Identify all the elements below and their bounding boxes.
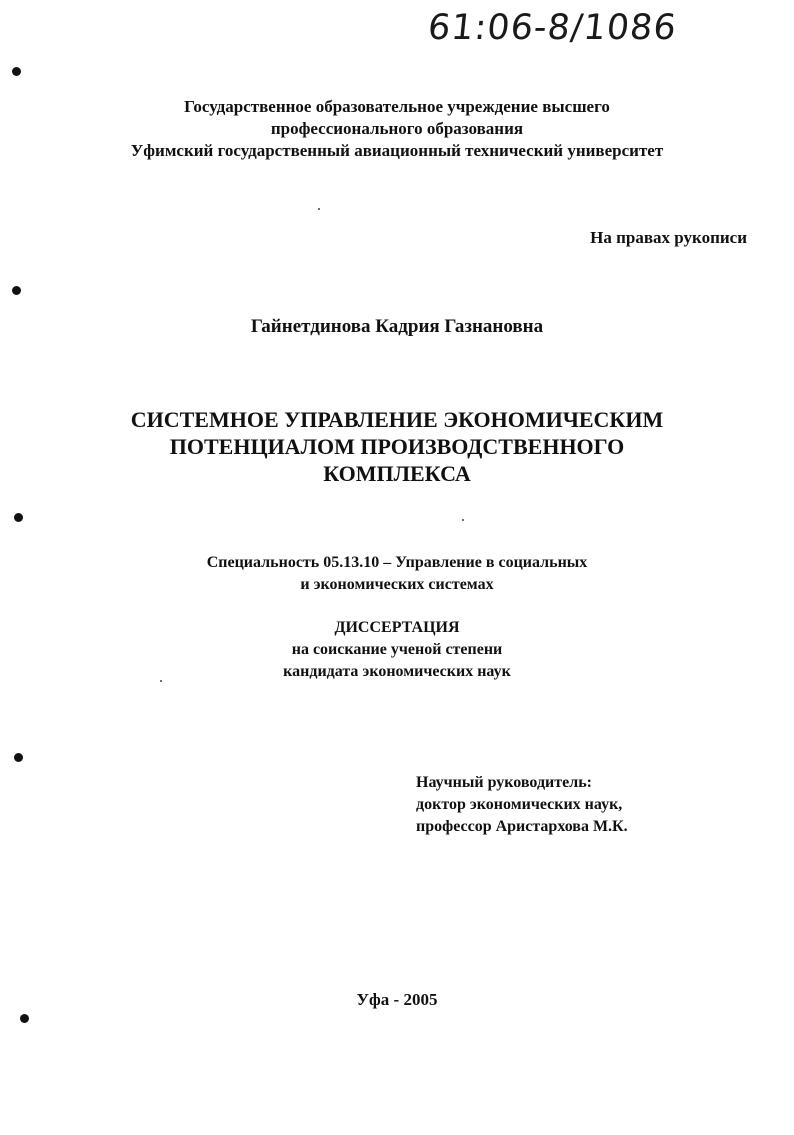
- title-line: СИСТЕМНОЕ УПРАВЛЕНИЕ ЭКОНОМИЧЕСКИМ: [130, 407, 664, 432]
- degree-line: на соискание ученой степени: [291, 641, 503, 658]
- supervisor-line: профессор Аристархова М.К.: [416, 818, 628, 835]
- specialty-line: Специальность 05.13.10 – Управление в социальных: [206, 554, 588, 571]
- dissertation-title: [0, 406, 794, 487]
- degree-line: ДИССЕРТАЦИЯ: [334, 619, 460, 636]
- supervisor-line: доктор экономических наук,: [416, 796, 623, 813]
- scan-speck: [462, 519, 464, 521]
- title-line: ПОТЕНЦИАЛОМ ПРОИЗВОДСТВЕННОГО: [169, 434, 625, 459]
- dissertation-degree: [0, 617, 794, 683]
- binder-hole-5: [20, 1014, 29, 1023]
- binder-hole-2: [12, 286, 21, 295]
- degree-line: кандидата экономических наук: [283, 663, 511, 680]
- binder-hole-4: [14, 753, 23, 762]
- city-year: Уфа - 2005: [356, 990, 438, 1009]
- author-name: Гайнетдинова Кадрия Газнановна: [250, 316, 544, 337]
- archive-code-handwritten: 61:06-8/1086: [425, 8, 679, 48]
- supervisor-block: [416, 772, 776, 838]
- institution-line: Уфимский государственный авиационный технический университет: [130, 141, 664, 160]
- supervisor-line: Научный руководитель:: [416, 774, 592, 791]
- specialty-line: и экономических системах: [300, 576, 494, 593]
- institution-header: [0, 96, 794, 162]
- binder-hole-1: [12, 67, 21, 76]
- rights-note: На правах рукописи: [590, 228, 747, 247]
- scan-speck: [318, 208, 320, 210]
- institution-line: профессионального образования: [270, 119, 524, 138]
- specialty: [0, 552, 794, 596]
- title-line: КОМПЛЕКСА: [323, 461, 471, 486]
- binder-hole-3: [14, 513, 23, 522]
- institution-line: Государственное образовательное учреждение высшего: [184, 97, 610, 116]
